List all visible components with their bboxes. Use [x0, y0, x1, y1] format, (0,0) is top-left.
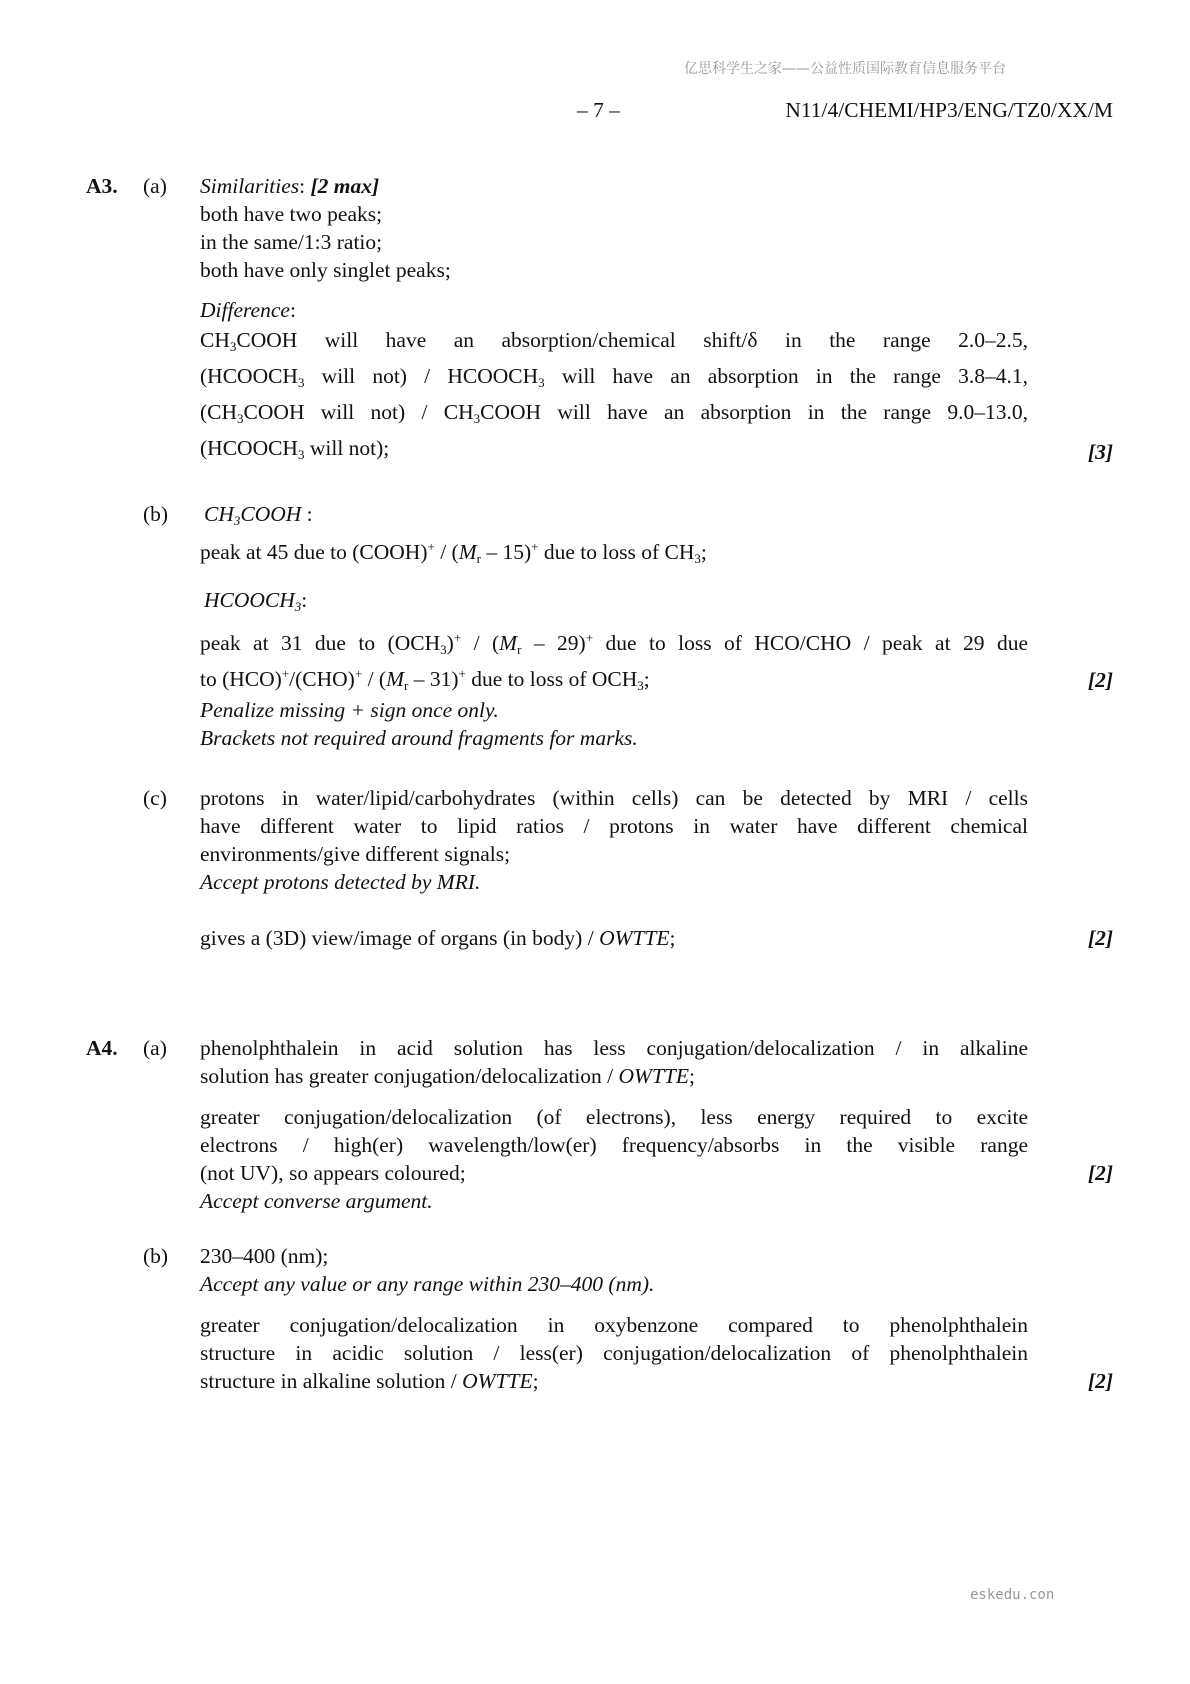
a4a-line-5: (not UV), so appears coloured;	[200, 1161, 466, 1185]
similarity-item: in the same/1:3 ratio;	[200, 230, 383, 254]
a3a-marks: [3]	[1087, 440, 1113, 464]
a3b-marks: [2]	[1087, 668, 1113, 692]
similarity-item: both have two peaks;	[200, 202, 383, 226]
a4b-note: Accept any value or any range within 230–400 (nm).	[200, 1272, 655, 1296]
hcooch3-peak-line-2: to $(HCO)^+/(CHO)^+ / (M_r - 31)^+$ due to loss of $OCH_3$;	[200, 666, 650, 693]
similarity-item: both have only singlet peaks;	[200, 258, 451, 282]
part-a4b-label: (b)	[143, 1244, 169, 1268]
a3b-answer	[200, 500, 1028, 752]
difference-line-1: $CH_3COOH$ will have an absorption/chemical shift/δ in the range 2.0–2.5,	[200, 328, 1028, 354]
a3c-note: Accept protons detected by MRI.	[200, 870, 481, 894]
difference-line-2: ($HCOOCH_3$ will $not) / HCOOCH_3$ will have an absorption in the range 3.8–4.1,	[200, 364, 1029, 390]
ch3cooh-peak-line: peak at 45 due to (COOH)+ / $(M_r - 15)^+$ due to loss of $CH_3$;	[200, 539, 707, 566]
watermark-top: 亿思科学生之家——公益性质国际教育信息服务平台	[684, 61, 1006, 77]
a4a-note: Accept converse argument.	[200, 1189, 433, 1213]
a3c-line-1: protons in water/lipid/carbohydrates (within cells) can be detected by MRI / cells	[200, 786, 1028, 810]
question-a3-number: A3.	[86, 174, 118, 198]
a4b-line-4: structure in alkaline solution / OWTTE;	[200, 1369, 539, 1393]
hcooch3-peak-line-1: peak at 31 due to $(OCH_3)^+ / (M_r - 29)^+$ due to loss of HCO/CHO / peak at 29 due	[200, 630, 1028, 657]
difference-line-3: ($CH_3COOH$ will $not) / CH_3COOH$ will have an absorption in the range 9.0–13.0,	[200, 400, 1028, 426]
a3c-answer	[200, 784, 1028, 952]
a4a-marks: [2]	[1087, 1161, 1113, 1185]
a3c-line-2: have different water to lipid ratios / protons in water have different chemical	[200, 814, 1028, 838]
a4b-line-3: structure in acidic solution / less(er) conjugation/delocalization of phenolphthalein	[200, 1341, 1028, 1365]
a4a-line-1: phenolphthalein in acid solution has less conjugation/delocalization / in alkaline	[200, 1036, 1028, 1060]
paper-code: N11/4/CHEMI/HP3/ENG/TZ0/XX/M	[785, 98, 1113, 122]
question-a4-number: A4.	[86, 1036, 118, 1060]
a4b-line-2: greater conjugation/delocalization in oxybenzone compared to phenolphthalein	[200, 1313, 1028, 1337]
similarities-label: Similarities	[200, 174, 300, 198]
a4a-line-3: greater conjugation/delocalization (of electrons), less energy required to excite	[200, 1105, 1028, 1129]
difference-line-4: ($HCOOCH_3$ will not);	[200, 436, 390, 462]
hcooch3-heading: $HCOOCH_3$:	[204, 588, 308, 614]
a4a-line-4: electrons / high(er) wavelength/low(er) frequency/absorbs in the visible range	[200, 1133, 1028, 1157]
a3c-line-4: gives a (3D) view/image of organs (in body) / OWTTE;	[200, 926, 676, 950]
part-a3b-label: (b)	[143, 502, 169, 526]
part-a4a-label: (a)	[143, 1036, 167, 1060]
a4a-answer	[200, 1034, 1028, 1215]
ch3cooh-heading: $CH_3COOH$ :	[204, 502, 313, 528]
part-a3c-label: (c)	[143, 786, 167, 810]
a4b-answer	[200, 1242, 1028, 1395]
a4b-line-1: 230–400 (nm);	[200, 1244, 329, 1268]
a3a-difference: Difference: $CH_3COOH$ will have an absorption/chemical shift/δ in the range 2.0–2.5, ($HCOOCH_3$ will $not) / HCOOCH_3$ will have an absorption in the range 3.8–4.1, ($CH_3COOH$ will $not) / CH_3COOH$ will have an absorption in the range 9.0–13.0, ($HCOOCH_3$ will not);	[200, 296, 1028, 466]
a4b-marks: [2]	[1087, 1369, 1113, 1393]
a3c-marks: [2]	[1087, 926, 1113, 950]
a3b-note-2: Brackets not required around fragments for marks.	[200, 726, 638, 750]
a3a-similarities: Similarities: [2 max] both have two peaks; in the same/1:3 ratio; both have only singlet peaks;	[200, 172, 1028, 284]
a4a-line-2: solution has greater conjugation/delocalization / OWTTE;	[200, 1064, 695, 1088]
page-number: – 7 –	[577, 98, 620, 122]
max-marks: [2 max]	[310, 174, 380, 198]
a3b-note-1: Penalize missing + sign once only.	[200, 698, 499, 722]
part-a3a-label: (a)	[143, 174, 167, 198]
difference-label: Difference	[200, 298, 290, 322]
watermark-bottom: eskedu.con	[970, 1587, 1055, 1603]
a3c-line-3: environments/give different signals;	[200, 842, 511, 866]
